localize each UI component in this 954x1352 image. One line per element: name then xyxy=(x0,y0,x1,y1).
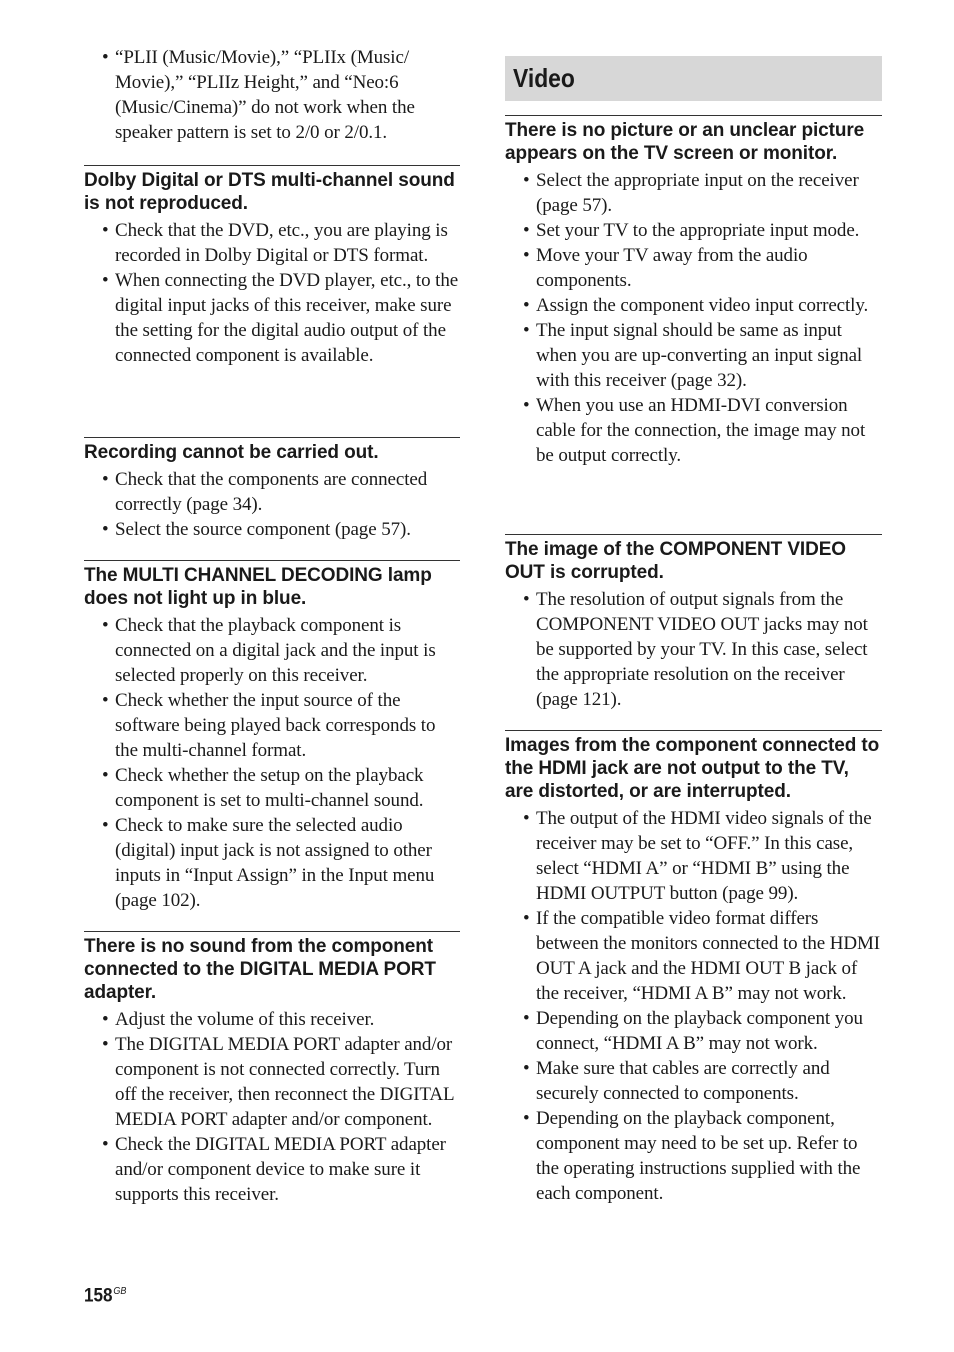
section-multi-channel-lamp xyxy=(84,560,460,913)
page-number-suffix: GB xyxy=(113,1286,127,1297)
list-item: • Depending on the playback component you connect, “HDMI A B” may not work. xyxy=(505,1006,882,1056)
section-no-picture xyxy=(505,115,882,468)
bullet-list xyxy=(84,613,460,913)
page-number-value: 158 xyxy=(84,1285,113,1307)
intro-bullet-list xyxy=(84,45,460,145)
list-item: • The DIGITAL MEDIA PORT adapter and/or component is not connected correctly. Turn off the receiver, then reconnect the DIGITAL MEDIA PORT adapter and/or component. xyxy=(84,1032,460,1132)
section-heading: Recording cannot be carried out. xyxy=(84,442,379,463)
bullet-list xyxy=(84,1007,460,1207)
list-item: • Assign the component video input correctly. xyxy=(505,293,882,318)
section-heading: Dolby Digital or DTS multi-channel sound is not reproduced. xyxy=(84,170,455,214)
bullet-list xyxy=(505,806,882,1206)
section-heading: The MULTI CHANNEL DECODING lamp does not light up in blue. xyxy=(84,565,432,609)
list-item: • Depending on the playback component, component may need to be set up. Refer to the operating instructions supplied with the each component. xyxy=(505,1106,882,1206)
section-digital-media-port xyxy=(84,931,460,1207)
list-item: • The input signal should be same as input when you are up-converting an input signal with this receiver (page 32). xyxy=(505,318,882,393)
list-item: • When you use an HDMI-DVI conversion cable for the connection, the image may not be output correctly. xyxy=(505,393,882,468)
list-item: • Set your TV to the appropriate input mode. xyxy=(505,218,882,243)
page-number xyxy=(84,1280,126,1308)
section-recording xyxy=(84,437,460,542)
section-component-video-out xyxy=(505,534,882,712)
bullet-list xyxy=(84,467,460,542)
list-item: • Make sure that cables are correctly and securely connected to components. xyxy=(505,1056,882,1106)
list-item: • When connecting the DVD player, etc., to the digital input jacks of this receiver, make sure the setting for the digital audio output of the connected component is available. xyxy=(84,268,460,368)
bullet-list xyxy=(505,587,882,712)
list-item: • Check to make sure the selected audio (digital) input jack is not assigned to other inputs in “Input Assign” in the Input menu (page 102). xyxy=(84,813,460,913)
section-heading: Images from the component connected to the HDMI jack are not output to the TV, are distorted, or are interrupted. xyxy=(505,735,880,802)
list-item: • Check that the DVD, etc., you are playing is recorded in Dolby Digital or DTS format. xyxy=(84,218,460,268)
list-item: • The output of the HDMI video signals of the receiver may be set to “OFF.” In this case, select “HDMI A” or “HDMI B” using the HDMI OUTPUT button (page 99). xyxy=(505,806,882,906)
list-item: • Check whether the setup on the playback component is set to multi-channel sound. xyxy=(84,763,460,813)
category-header-bar xyxy=(505,56,882,101)
list-item: • The resolution of output signals from the COMPONENT VIDEO OUT jacks may not be supported by your TV. In this case, select the appropriate resolution on the receiver (page 121). xyxy=(505,587,882,712)
list-item: • Check the DIGITAL MEDIA PORT adapter and/or component device to make sure it supports this receiver. xyxy=(84,1132,460,1207)
list-item: • Select the appropriate input on the receiver (page 57). xyxy=(505,168,882,218)
section-heading: There is no sound from the component connected to the DIGITAL MEDIA PORT adapter. xyxy=(84,936,436,1003)
section-hdmi-images xyxy=(505,730,882,1206)
list-item: • Check that the playback component is connected on a digital jack and the input is selected properly on this receiver. xyxy=(84,613,460,688)
list-item: • If the compatible video format differs between the monitors connected to the HDMI OUT A jack and the HDMI OUT B jack of the receiver, “HDMI A B” may not work. xyxy=(505,906,882,1006)
category-title: Video xyxy=(513,63,575,93)
list-item: • Select the source component (page 57). xyxy=(84,517,460,542)
bullet-list xyxy=(84,218,460,368)
section-dolby-dts xyxy=(84,165,460,368)
list-item: • “PLII (Music/Movie),” “PLIIx (Music/ Movie),” “PLIIz Height,” and “Neo:6 (Music/Cinema)” do not work when the speaker pattern is set to 2/0 or 2/0.1. xyxy=(84,45,460,145)
list-item: • Check whether the input source of the software being played back corresponds to the multi-channel format. xyxy=(84,688,460,763)
bullet-list xyxy=(505,168,882,468)
list-item: • Check that the components are connected correctly (page 34). xyxy=(84,467,460,517)
section-heading: There is no picture or an unclear picture appears on the TV screen or monitor. xyxy=(505,120,865,164)
list-item: • Move your TV away from the audio components. xyxy=(505,243,882,293)
section-heading: The image of the COMPONENT VIDEO OUT is corrupted. xyxy=(505,539,846,583)
list-item: • Adjust the volume of this receiver. xyxy=(84,1007,460,1032)
